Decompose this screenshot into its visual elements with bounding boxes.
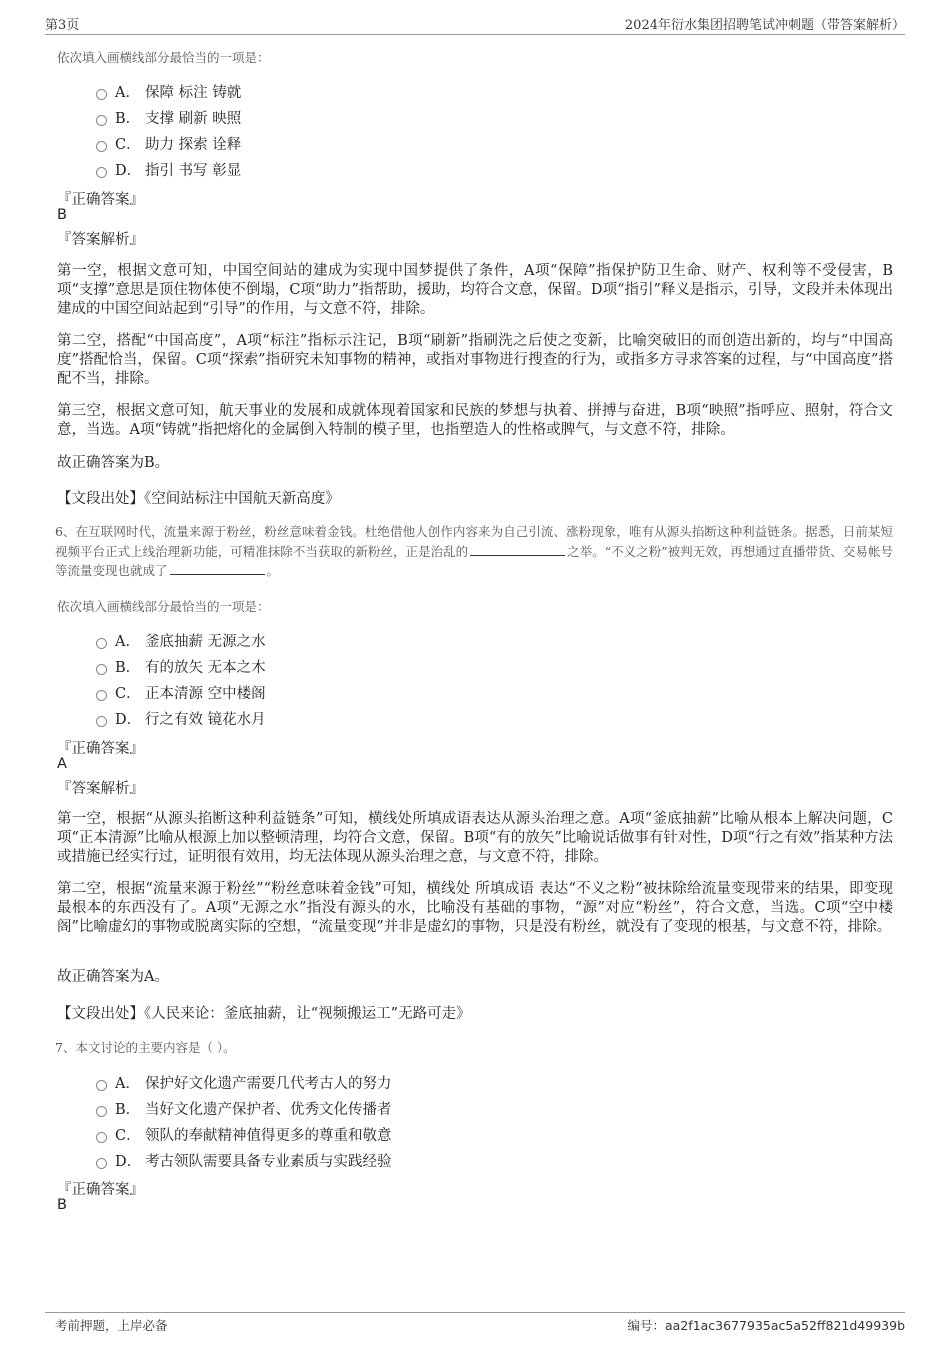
blank-line xyxy=(470,543,565,556)
q6-analysis-para-1: 第一空，根据“从源头掐断这种利益链条”可知，横线处所填成语表达从源头治理之意。A项“釜底抽薪”比喻从根本上解决问题，C项“正本清源”比喻从根源上加以整顿清理，均符合文意，保留。B项“有的放矢”比喻说话做事有针对性，D项“行之有效”指某种方法或措施已经实行过，证明很有效用，均无法体现从源头治理之意，与文意不符，排除。 xyxy=(57,811,893,865)
q7-option-d[interactable]: D． 考古领队需要具备专业素质与实践经验 xyxy=(96,1147,392,1173)
q5-option-b[interactable]: B． 支撑 刷新 映照 xyxy=(96,104,241,130)
q5-option-d[interactable]: D． 指引 书写 彰显 xyxy=(96,156,241,182)
radio-icon[interactable] xyxy=(96,1158,107,1169)
q6-answer: A xyxy=(57,756,67,772)
radio-icon[interactable] xyxy=(96,167,107,178)
footer-slogan: 考前押题，上岸必备 xyxy=(55,1318,168,1333)
q5-analysis-para-3: 第三空，根据文意可知，航天事业的发展和成就体现着国家和民族的梦想与执着、拼搏与奋进，B项“映照”指呼应、照射，符合文意，当选。A项“铸就”指把熔化的金属倒入特制的模子里，也指塑造人的性格或脾气，与文意不符，排除。 xyxy=(57,403,893,438)
q5-answer-label: 『正确答案』 xyxy=(57,192,144,208)
page-header xyxy=(45,14,905,35)
q6-options xyxy=(96,627,266,731)
q5-answer: B xyxy=(57,207,67,223)
q7-answer-label: 『正确答案』 xyxy=(57,1182,144,1198)
radio-icon[interactable] xyxy=(96,664,107,675)
q6-analysis-para-2: 第二空，根据“流量来源于粉丝”“粉丝意味着金钱”可知，横线处 所填成语 表达“不义之粉”被抹除给流量变现带来的结果，即变现最根本的东西没有了。A项“无源之水”指没有源头的水，比喻没有基础的事物，“源”对应“粉丝”，符合文意，当选。C项“空中楼阁”比喻虚幻的事物或脱离实际的空想，“流量变现”并非是虚幻的事物，只是没有粉丝，就没有了变现的根基，与文意不符，排除。 xyxy=(57,881,893,935)
page-footer xyxy=(45,1312,905,1335)
page-number: 第3页 xyxy=(45,18,80,33)
q5-option-a[interactable]: A． 保障 标注 铸就 xyxy=(96,78,241,104)
q6-option-d[interactable]: D． 行之有效 镜花水月 xyxy=(96,705,266,731)
q7-option-c[interactable]: C． 领队的奉献精神值得更多的尊重和敬意 xyxy=(96,1121,392,1147)
q6-option-b[interactable]: B． 有的放矢 无本之木 xyxy=(96,653,266,679)
radio-icon[interactable] xyxy=(96,1132,107,1143)
q6-option-c[interactable]: C． 正本清源 空中楼阁 xyxy=(96,679,266,705)
radio-icon[interactable] xyxy=(96,89,107,100)
q5-source: 【文段出处】《空间站标注中国航天新高度》 xyxy=(57,491,340,507)
radio-icon[interactable] xyxy=(96,1106,107,1117)
radio-icon[interactable] xyxy=(96,638,107,649)
q6-option-a[interactable]: A． 釜底抽薪 无源之水 xyxy=(96,627,266,653)
q5-prompt: 依次填入画横线部分最恰当的一项是： xyxy=(57,50,270,65)
q7-answer: B xyxy=(57,1197,67,1213)
q7-question: 7、本文讨论的主要内容是（ ）。 xyxy=(55,1040,236,1055)
radio-icon[interactable] xyxy=(96,115,107,126)
q7-options xyxy=(96,1069,392,1173)
radio-icon[interactable] xyxy=(96,716,107,727)
q5-option-c[interactable]: C． 助力 探索 诠释 xyxy=(96,130,241,156)
q6-question: 6、在互联网时代，流量来源于粉丝，粉丝意味着金钱。杜绝借他人创作内容来为自己引流、涨粉现象，唯有从源头掐断这种利益链条。据悉，日前某短视频平台正式上线治理新功能，可精准抹除不当获取的新粉丝，正是治乱的 之举。“不义之粉”被判无效，再想通过直播带货、交易帐号等流量变现也就成了 。 xyxy=(55,524,893,578)
q6-answer-label: 『正确答案』 xyxy=(57,741,144,757)
q6-conclusion: 故正确答案为A。 xyxy=(57,969,169,985)
q7-option-a[interactable]: A． 保护好文化遗产需要几代考古人的努力 xyxy=(96,1069,392,1095)
radio-icon[interactable] xyxy=(96,141,107,152)
q6-analysis-label: 『答案解析』 xyxy=(57,781,144,797)
q5-options xyxy=(96,78,241,182)
document-code: 编号：aa2f1ac3677935ac5a52ff821d49939b xyxy=(627,1318,905,1333)
radio-icon[interactable] xyxy=(96,1080,107,1091)
q7-option-b[interactable]: B． 当好文化遗产保护者、优秀文化传播者 xyxy=(96,1095,392,1121)
q6-prompt: 依次填入画横线部分最恰当的一项是： xyxy=(57,599,270,614)
q5-conclusion: 故正确答案为B。 xyxy=(57,455,170,471)
q5-analysis-para-1: 第一空，根据文意可知，中国空间站的建成为实现中国梦提供了条件，A项“保障”指保护防卫生命、财产、权利等不受侵害，B项“支撑”意思是顶住物体使不倒塌，C项“助力”指帮助，援助，均符合文意，保留。D项“指引”释义是指示，引导，文段并未体现出建成的中国空间站起到“引导”的作用，与文意不符，排除。 xyxy=(57,263,893,317)
q5-analysis-label: 『答案解析』 xyxy=(57,232,144,248)
radio-icon[interactable] xyxy=(96,690,107,701)
document-title: 2024年衍水集团招聘笔试冲刺题（带答案解析） xyxy=(624,18,905,33)
q6-source: 【文段出处】《人民来论：釜底抽薪，让“视频搬运工”无路可走》 xyxy=(57,1006,471,1022)
blank-line xyxy=(170,562,265,575)
q5-analysis-para-2: 第二空，搭配“中国高度”，A项“标注”指标示注记，B项“刷新”指刷洗之后使之变新，比喻突破旧的而创造出新的，均与“中国高度”搭配恰当，保留。C项“探索”指研究未知事物的精神，或指对事物进行搜查的行为，或指多方寻求答案的过程，与“中国高度”搭配不当，排除。 xyxy=(57,333,893,387)
